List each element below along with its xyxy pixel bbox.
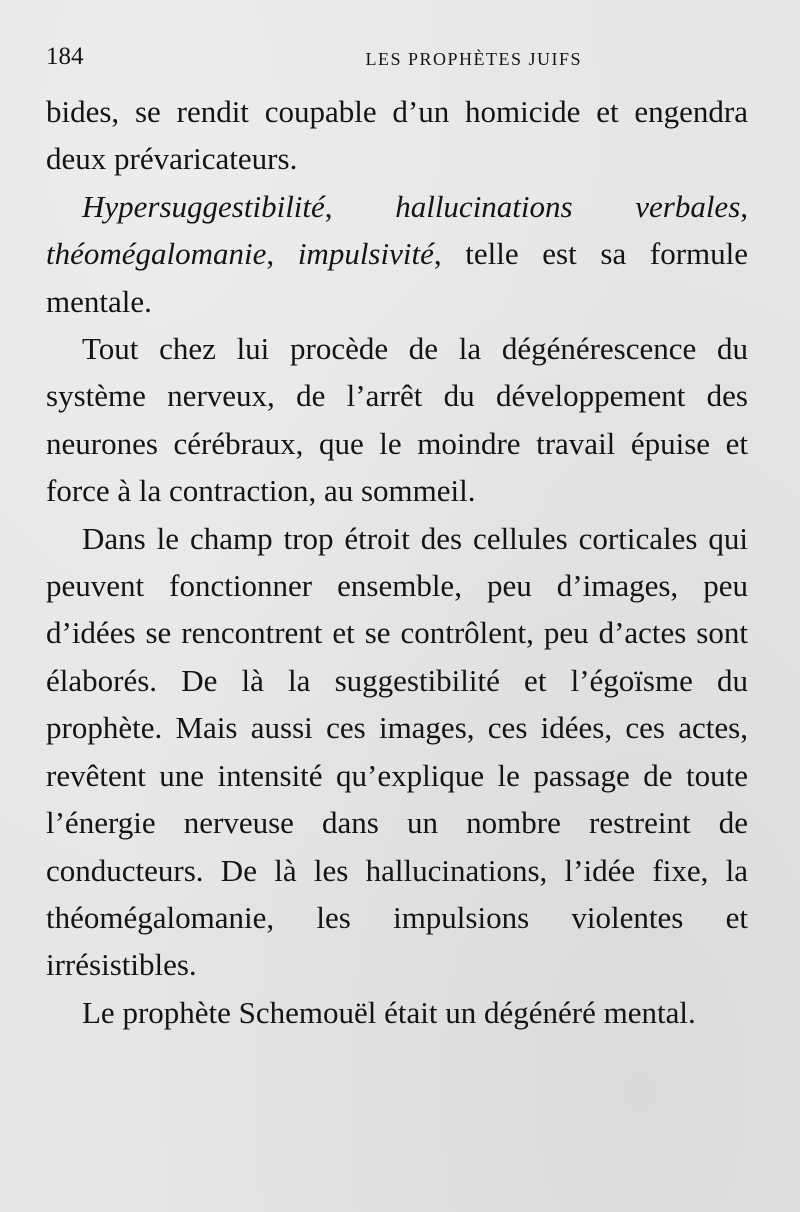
paragraph-degeneration: Tout chez lui procède de la dégénérescence du système nerveux, de l’arrêt du développement des neurones cérébraux, que le moindre travail épuise et force à la contraction, au sommeil. (46, 331, 748, 509)
italic-term-hypersuggestibility: Hypersuggestibilité (82, 188, 325, 224)
paragraph-mental-formula (46, 183, 748, 325)
paragraph-cortical-cells: Dans le champ trop étroit des cellules corticales qui peuvent fonctionner ensemble, peu d’images, peu d’idées se rencontrent et se contrôlent, peu d’actes sont élaborés. De là la suggestibilité et l’égoïsme du prophète. Mais aussi ces images, ces idées, ces actes, revêtent une intensité qu’explique le passage de toute l’énergie nerveuse dans un nombre restreint de conducteurs. De là les hallucinations, l’idée fixe, la théomégalomanie, les impulsions violentes et irrésistibles. (46, 520, 748, 983)
separator: , (324, 188, 396, 224)
body-text (46, 88, 748, 1036)
italic-term-hallucinations: hallucinations verbales, théomégalomanie (46, 188, 749, 272)
running-title: LES PROPHÈTES JUIFS (365, 49, 582, 69)
page-header (46, 40, 746, 74)
separator: , (266, 236, 298, 272)
paragraph-conclusion: Le prophète Schemouël était un dégénéré mental. (82, 994, 696, 1030)
paragraph-text: , telle est sa formule mentale. (46, 236, 749, 319)
paragraph-continuation: bides, se rendit coupable d’un homicide et engendra deux prévaricateurs. (46, 94, 748, 177)
italic-term-impulsivity: impulsivité (297, 236, 434, 272)
page-number: 184 (46, 43, 84, 70)
